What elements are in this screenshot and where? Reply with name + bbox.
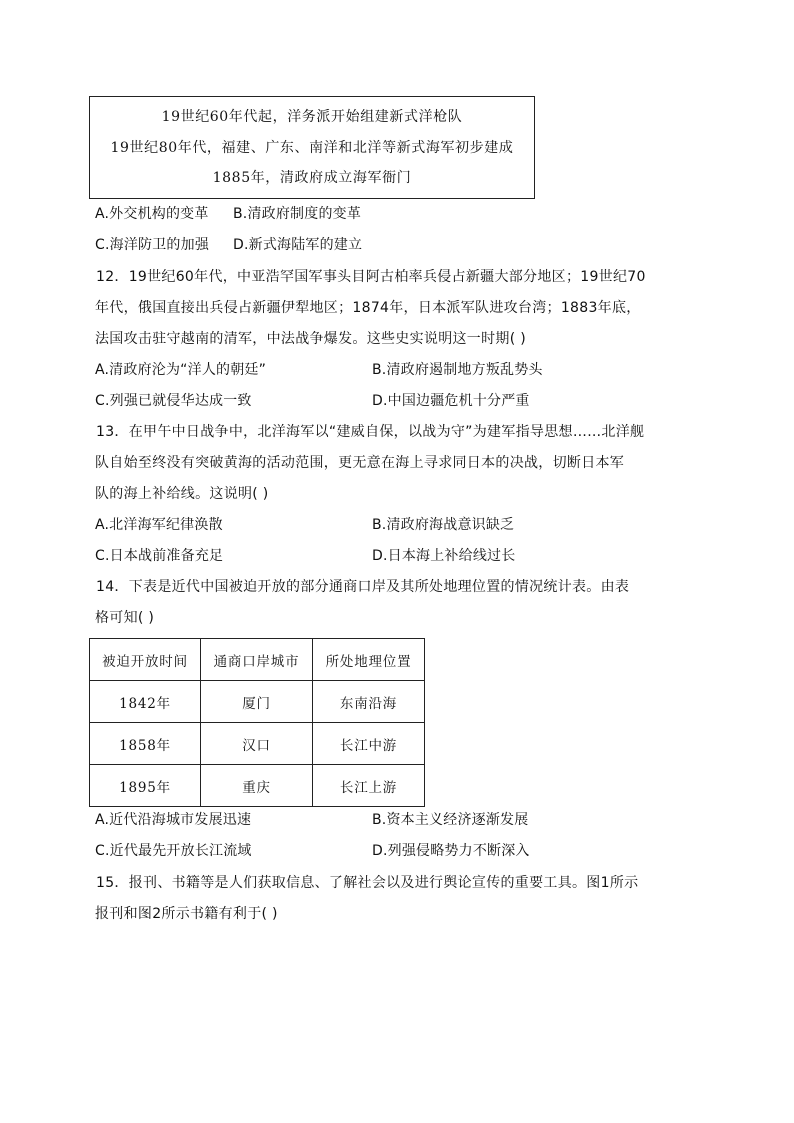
table-cell: 长江上游: [313, 765, 425, 807]
q11-material-box: [89, 96, 535, 199]
table-header-location: 所处地理位置: [313, 639, 425, 681]
q11-box-line-2: 19世纪80年代，福建、广东、南洋和北洋等新式海军初步建成: [110, 140, 514, 156]
q13-option-b[interactable]: B.清政府海战意识缺乏: [372, 517, 515, 533]
table-cell: 1842年: [90, 681, 201, 723]
q12-stem-line-2: 年代，俄国直接出兵侵占新疆伊犁地区；1874年，日本派军队进攻台湾；1883年底，: [95, 300, 641, 316]
table-cell: 重庆: [201, 765, 313, 807]
q14-option-a[interactable]: A.近代沿海城市发展迅速: [95, 812, 252, 828]
q12-stem-line-1: 12．19世纪60年代，中亚浩罕国军事头目阿古柏率兵侵占新疆大部分地区；19世纪70: [96, 269, 646, 285]
q13-option-c[interactable]: C.日本战前准备充足: [95, 548, 224, 564]
q14-option-b[interactable]: B.资本主义经济逐渐发展: [372, 812, 529, 828]
table-header-city: 通商口岸城市: [201, 639, 313, 681]
table-cell: 东南沿海: [313, 681, 425, 723]
q12-stem-line-3: 法国攻击驻守越南的清军，中法战争爆发。这些史实说明这一时期( ): [95, 331, 526, 347]
q11-box-line-3: 1885年，清政府成立海军衙门: [212, 170, 412, 186]
q14-option-d[interactable]: D.列强侵略势力不断深入: [372, 843, 530, 859]
table-header-row: [90, 639, 425, 681]
q15-stem-line-1: 15．报刊、书籍等是人们获取信息、了解社会以及进行舆论宣传的重要工具。图1所示: [96, 875, 639, 891]
q14-stem-line-2: 格可知( ): [95, 610, 155, 626]
q12-option-a[interactable]: A.清政府沦为“洋人的朝廷”: [95, 362, 267, 378]
q11-box-line-1: 19世纪60年代起，洋务派开始组建新式洋枪队: [161, 109, 463, 125]
q13-stem-line-3: 队的海上补给线。这说明( ): [95, 486, 269, 502]
q14-port-table: [89, 638, 425, 807]
table-row: [90, 723, 425, 765]
q13-option-a[interactable]: A.北洋海军纪律涣散: [95, 517, 223, 533]
q15-stem-line-2: 报刊和图2所示书籍有利于( ): [95, 906, 278, 922]
q11-option-a[interactable]: A.外交机构的变革: [95, 206, 209, 222]
q11-option-c[interactable]: C.海洋防卫的加强: [95, 237, 210, 253]
table-cell: 汉口: [201, 723, 313, 765]
q13-option-d[interactable]: D.日本海上补给线过长: [372, 548, 516, 564]
q12-option-d[interactable]: D.中国边疆危机十分严重: [372, 393, 530, 409]
table-cell: 厦门: [201, 681, 313, 723]
table-row: [90, 765, 425, 807]
table-cell: 1895年: [90, 765, 201, 807]
q13-stem-line-1: 13．在甲午中日战争中，北洋海军以“建威自保，以战为守”为建军指导思想……北洋舰: [96, 424, 645, 440]
q11-option-b[interactable]: B.清政府制度的变革: [233, 206, 362, 222]
q11-option-d[interactable]: D.新式海陆军的建立: [233, 237, 363, 253]
q14-option-c[interactable]: C.近代最先开放长江流域: [95, 843, 252, 859]
q13-stem-line-2: 队自始至终没有突破黄海的活动范围，更无意在海上寻求同日本的决战，切断日本军: [95, 455, 625, 471]
table-cell: 1858年: [90, 723, 201, 765]
table-cell: 长江中游: [313, 723, 425, 765]
q12-option-b[interactable]: B.清政府遏制地方叛乱势头: [372, 362, 543, 378]
q12-option-c[interactable]: C.列强已就侵华达成一致: [95, 393, 252, 409]
table-header-time: 被迫开放时间: [90, 639, 201, 681]
table-row: [90, 681, 425, 723]
q14-stem-line-1: 14．下表是近代中国被迫开放的部分通商口岸及其所处地理位置的情况统计表。由表: [96, 579, 630, 595]
